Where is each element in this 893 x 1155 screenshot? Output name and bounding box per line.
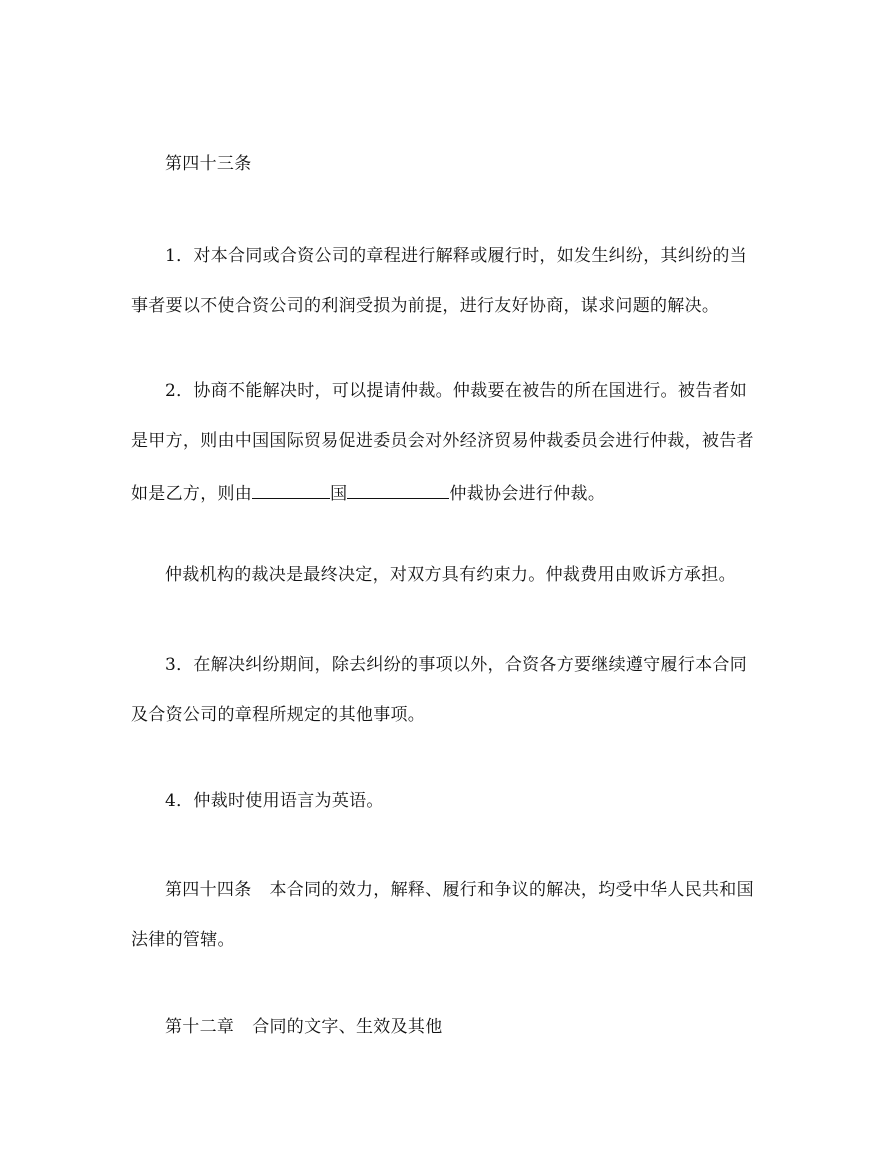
paragraph-5-line-1: 4．仲裁时使用语言为英语。 <box>165 791 384 811</box>
paragraph-4-line-2: 及合资公司的章程所规定的其他事项。 <box>131 705 426 725</box>
article-43-heading: 第四十三条 <box>165 154 252 174</box>
paragraph-3-line-1: 仲裁机构的裁决是最终决定，对双方具有约束力。仲裁费用由败诉方承担。 <box>165 565 736 585</box>
paragraph-2-line-3 <box>131 481 771 531</box>
paragraph-2-line-3-start: 如是乙方，则由 <box>131 484 253 504</box>
article-44-text: 本合同的效力，解释、履行和争议的解决，均受中华人民共和国 <box>269 880 754 900</box>
arbitration-body-blank-field <box>347 481 449 499</box>
paragraph-2-line-3-end: 仲裁协会进行仲裁。 <box>449 484 606 504</box>
paragraph-2-line-3-middle: 国 <box>330 484 348 504</box>
chapter-12-heading <box>131 1017 771 1067</box>
paragraph-2 <box>131 381 771 531</box>
country-blank-field <box>252 481 330 499</box>
paragraph-2-line-1: 2．协商不能解决时，可以提请仲裁。仲裁要在被告的所在国进行。被告者如 <box>165 381 748 401</box>
chapter-12-heading-line <box>131 1017 771 1067</box>
paragraph-2-line-2: 是甲方，则由中国国际贸易促进委员会对外经济贸易仲裁委员会进行仲裁，被告者 <box>131 431 754 451</box>
paragraph-4 <box>131 655 771 755</box>
article-44-line-2: 法律的管辖。 <box>131 930 235 950</box>
article-43-heading-block <box>131 154 771 204</box>
paragraph-3 <box>131 565 771 615</box>
article-44-line-1 <box>131 880 771 930</box>
chapter-12-label: 第十二章 <box>165 1017 235 1037</box>
article-44 <box>131 880 771 980</box>
chapter-12-title: 合同的文字、生效及其他 <box>252 1017 443 1037</box>
article-44-label: 第四十四条 <box>165 880 252 900</box>
paragraph-1 <box>131 246 771 346</box>
paragraph-4-line-1: 3．在解决纠纷期间，除去纠纷的事项以外，合资各方要继续遵守履行本合同 <box>165 655 748 675</box>
paragraph-1-line-2: 事者要以不使合资公司的利润受损为前提，进行友好协商，谋求问题的解决。 <box>131 296 720 316</box>
paragraph-5 <box>131 791 771 841</box>
paragraph-1-line-1: 1．对本合同或合资公司的章程进行解释或履行时，如发生纠纷，其纠纷的当 <box>165 246 748 266</box>
